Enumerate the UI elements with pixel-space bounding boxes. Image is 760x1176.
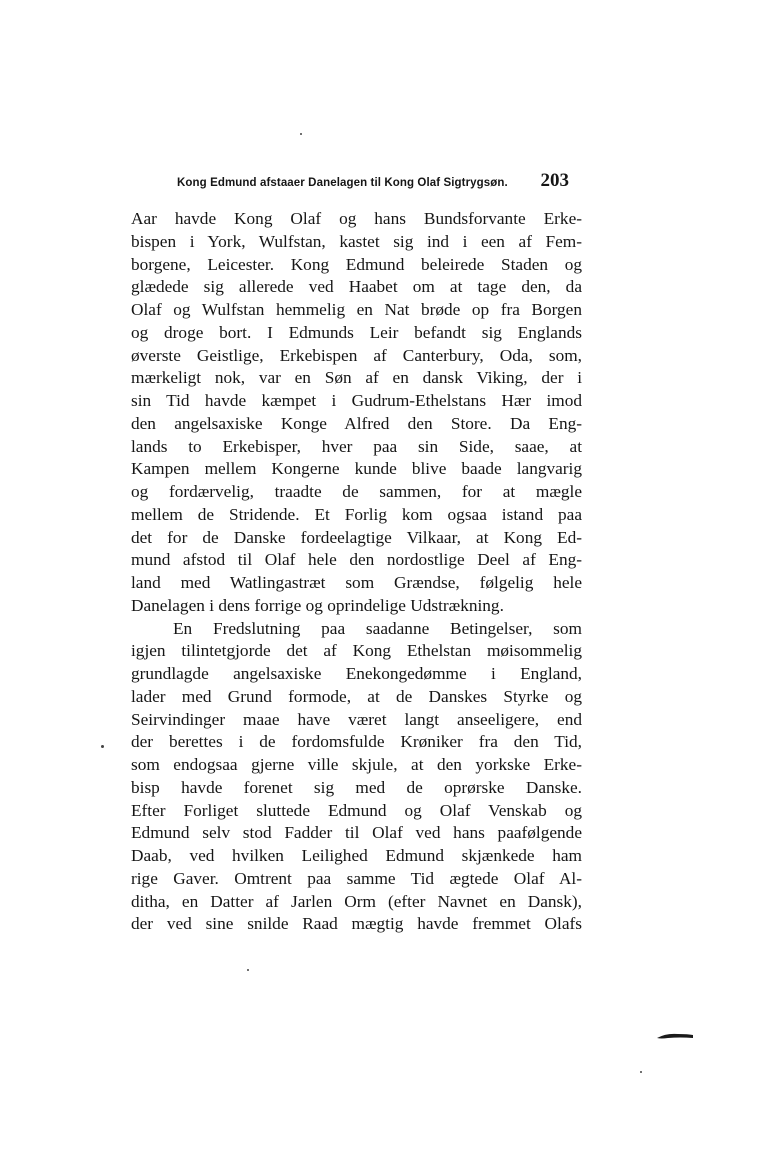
text-line: lands to Erkebisper, hver paa sin Side, saae, at [131, 436, 582, 456]
text-line: Aar havde Kong Olaf og hans Bundsforvante Erke- [131, 209, 582, 228]
ink-speck-margin-lower [640, 1071, 642, 1073]
running-header [177, 170, 569, 194]
text-line: som endogsaa gjerne ville skjule, at den yorkske Erke- [131, 755, 582, 774]
body-text [131, 208, 582, 936]
text-line: igjen tilintetgjorde det af Kong Ethelstan møisommelig [131, 641, 582, 661]
text-line: mund afstod til Olaf hele den nordostlige Deel af Eng- [131, 550, 582, 570]
text-line: rige Gaver. Omtrent paa samme Tid ægtede Olaf Al- [131, 868, 582, 888]
text-line: den angelsaxiske Konge Alfred den Store. Da Eng- [131, 413, 582, 433]
ink-speck-top [300, 133, 302, 135]
text-line: ditha, en Datter af Jarlen Orm (efter Navnet en Dansk), [131, 891, 582, 911]
text-line: lader med Grund formode, at de Danskes Styrke og [131, 686, 582, 706]
text-line: øverste Geistlige, Erkebispen af Canterbury, Oda, som, [131, 345, 582, 365]
text-line: og droge bort. I Edmunds Leir befandt sig Englands [131, 322, 582, 342]
text-line: Kampen mellem Kongerne kunde blive baade langvarig [131, 459, 582, 479]
text-line: Olaf og Wulfstan hemmelig en Nat brøde op fra Borgen [131, 300, 582, 319]
text-line: det for de Danske fordeelagtige Vilkaar, at Kong Ed- [131, 527, 582, 547]
text-line: mellem de Stridende. Et Forlig kom ogsaa istand paa [131, 504, 582, 524]
text-line: glædede sig allerede ved Haabet om at tage den, da [131, 277, 582, 297]
text-line-paragraph-start: En Fredslutning paa saadanne Betingelser, som [173, 618, 582, 638]
text-line: Seirvindinger maae have været langt anseeligere, end [131, 709, 582, 729]
text-line: sin Tid havde kæmpet i Gudrum-Ethelstans Hær imod [131, 391, 582, 410]
text-line: land med Watlingastræt som Grændse, følgelig hele [131, 573, 582, 592]
text-line: bispen i York, Wulfstan, kastet sig ind i een af Fem- [131, 231, 582, 251]
text-line: der ved sine snilde Raad mægtig havde fremmet Olafs [131, 914, 582, 934]
text-line: og fordærvelig, traadte de sammen, for at mægle [131, 482, 582, 501]
text-line: bisp havde forenet sig med de oprørske Danske. [131, 777, 582, 797]
running-title: Kong Edmund afstaaer Danelagen til Kong Olaf Sigtrygsøn. [177, 177, 508, 189]
text-line: mærkeligt nok, var en Søn af en dansk Viking, der i [131, 368, 582, 388]
text-line: grundlagde angelsaxiske Enekongedømme i England, [131, 664, 582, 683]
page-number: 203 [540, 170, 569, 191]
text-line-paragraph-end: Danelagen i dens forrige og oprindelige Udstrækning. [131, 595, 504, 615]
text-line: Daab, ved hvilken Leilighed Edmund skjænkede ham [131, 846, 582, 865]
text-line: borgene, Leicester. Kong Edmund beleirede Staden og [131, 254, 582, 274]
ink-speck-bottom [247, 969, 249, 971]
text-line: Efter Forliget sluttede Edmund og Olaf Venskab og [131, 800, 582, 820]
text-line: der berettes i de fordomsfulde Krøniker fra den Tid, [131, 732, 582, 752]
ink-speck-left-margin [101, 745, 104, 748]
text-line: Edmund selv stod Fadder til Olaf ved hans paafølgende [131, 823, 582, 843]
margin-ink-mark [656, 1032, 694, 1040]
